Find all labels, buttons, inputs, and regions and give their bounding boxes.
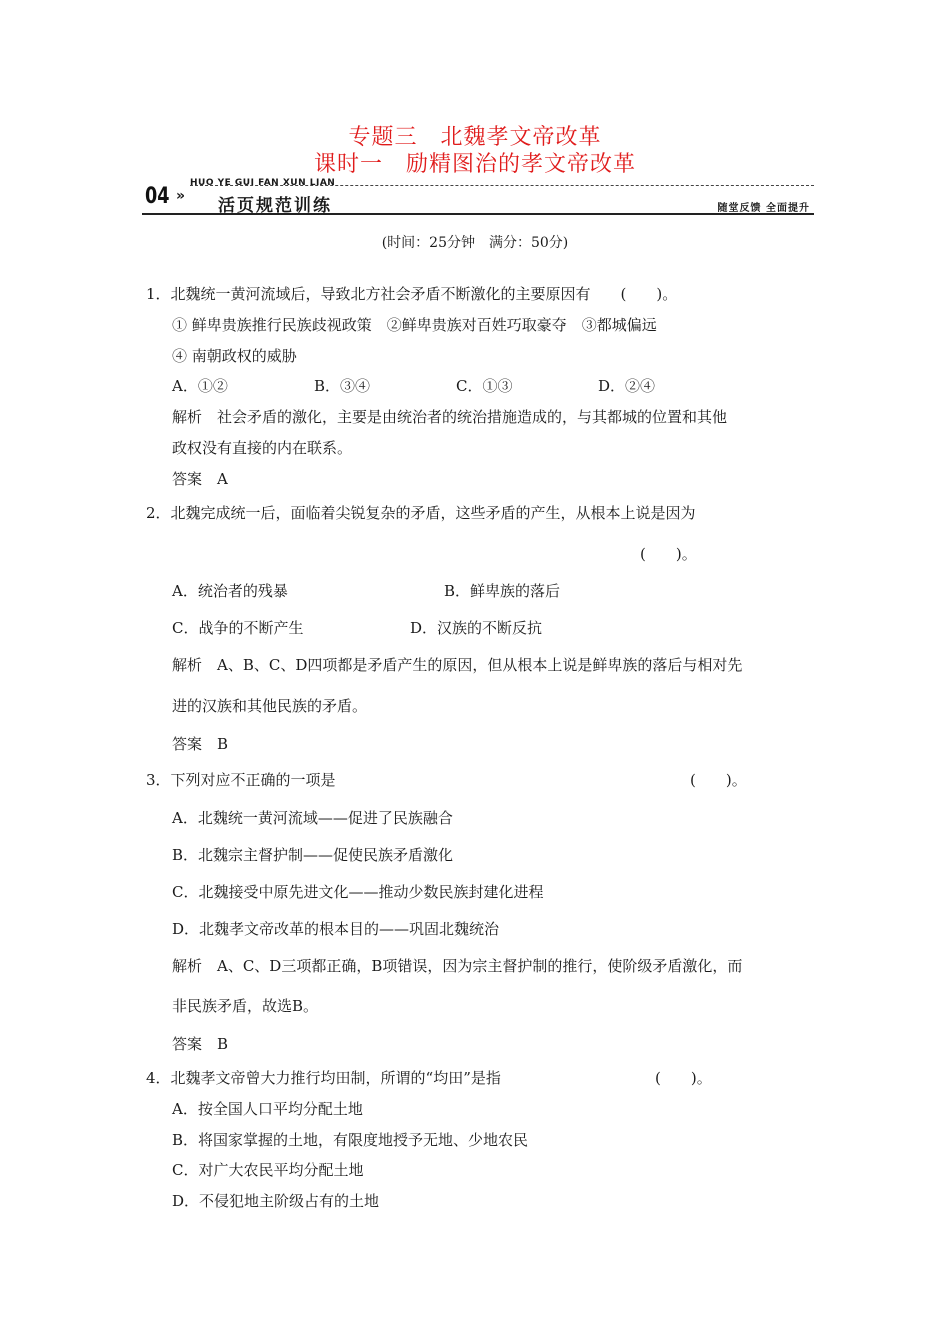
banner-right-label: 随堂反馈 全面提升 bbox=[717, 203, 810, 214]
double-arrow-icon: » bbox=[176, 188, 186, 204]
question-3-option-d: D．北魏孝文帝改革的根本目的——巩固北魏统治 bbox=[172, 920, 500, 938]
question-1-stem: 1．北魏统一黄河流域后，导致北方社会矛盾不断激化的主要原因有 ( )。 bbox=[146, 285, 678, 303]
question-3-option-b: B．北魏宗主督护制——促使民族矛盾激化 bbox=[172, 846, 454, 864]
question-1-item-line: ④ 南朝政权的威胁 bbox=[172, 347, 297, 365]
question-4-option-a: A．按全国人口平均分配土地 bbox=[172, 1100, 363, 1118]
question-2-answer: 答案 B bbox=[172, 735, 229, 753]
question-1-answer: 答案 A bbox=[172, 470, 228, 488]
question-1-item-line: ① 鲜卑贵族推行民族歧视政策 ②鲜卑贵族对百姓巧取豪夺 ③都城偏远 bbox=[172, 316, 657, 334]
question-4-option-b: B．将国家掌握的土地，有限度地授予无地、少地农民 bbox=[172, 1131, 529, 1149]
question-4-option-c: C．对广大农民平均分配土地 bbox=[172, 1161, 364, 1179]
question-2-option-d: D．汉族的不断反抗 bbox=[410, 619, 543, 637]
banner-underline bbox=[142, 213, 814, 215]
question-4-stem: 4．北魏孝文帝曾大力推行均田制，所谓的“均田”是指 bbox=[146, 1069, 501, 1087]
banner-label: 活页规范训练 bbox=[218, 196, 332, 216]
time-score-info: (时间：25分钟 满分：50分) bbox=[381, 235, 569, 251]
question-3-option-c: C．北魏接受中原先进文化——推动少数民族封建化进程 bbox=[172, 883, 544, 901]
question-1-option-a: A．①② bbox=[172, 377, 228, 395]
question-2-stem: 2．北魏完成统一后，面临着尖锐复杂的矛盾，这些矛盾的产生，从根本上说是因为 bbox=[146, 504, 696, 522]
question-2-option-a: A．统治者的残暴 bbox=[172, 582, 288, 600]
question-3-analysis-cont: 非民族矛盾，故选B。 bbox=[172, 997, 319, 1015]
question-2-option-b: B．鲜卑族的落后 bbox=[444, 582, 561, 600]
question-3-analysis: 解析 A、C、D三项都正确，B项错误，因为宗主督护制的推行，使阶级矛盾激化，而 bbox=[172, 957, 743, 975]
banner-pinyin: HUO YE GUI FAN XUN LIAN bbox=[190, 178, 336, 188]
question-2-analysis: 解析 A、B、C、D四项都是矛盾产生的原因，但从根本上说是鲜卑族的落后与相对先 bbox=[172, 656, 743, 674]
question-2-option-c: C．战争的不断产生 bbox=[172, 619, 304, 637]
question-4-bracket: ( )。 bbox=[655, 1069, 712, 1087]
question-3-stem: 3．下列对应不正确的一项是 bbox=[146, 771, 336, 789]
question-1-option-d: D．②④ bbox=[598, 377, 656, 395]
question-3-option-a: A．北魏统一黄河流域——促进了民族融合 bbox=[172, 809, 453, 827]
question-3-answer: 答案 B bbox=[172, 1035, 229, 1053]
question-4-option-d: D．不侵犯地主阶级占有的土地 bbox=[172, 1192, 380, 1210]
question-2-analysis-cont: 进的汉族和其他民族的矛盾。 bbox=[172, 697, 368, 715]
question-1-analysis-cont: 政权没有直接的内在联系。 bbox=[172, 439, 353, 457]
question-3-bracket: ( )。 bbox=[690, 771, 747, 789]
question-1-option-c: C．①③ bbox=[456, 377, 513, 395]
question-1-option-b: B．③④ bbox=[314, 377, 371, 395]
banner-number-box bbox=[142, 180, 172, 212]
question-1-analysis: 解析 社会矛盾的激化，主要是由统治者的统治措施造成的，与其都城的位置和其他 bbox=[172, 408, 728, 426]
question-2-bracket: ( )。 bbox=[640, 545, 697, 563]
section-banner bbox=[142, 180, 814, 216]
banner-number: 04 bbox=[145, 184, 170, 209]
lesson-title: 课时一 励精图治的孝文帝改革 bbox=[313, 152, 636, 177]
topic-title: 专题三 北魏孝文帝改革 bbox=[348, 125, 602, 150]
